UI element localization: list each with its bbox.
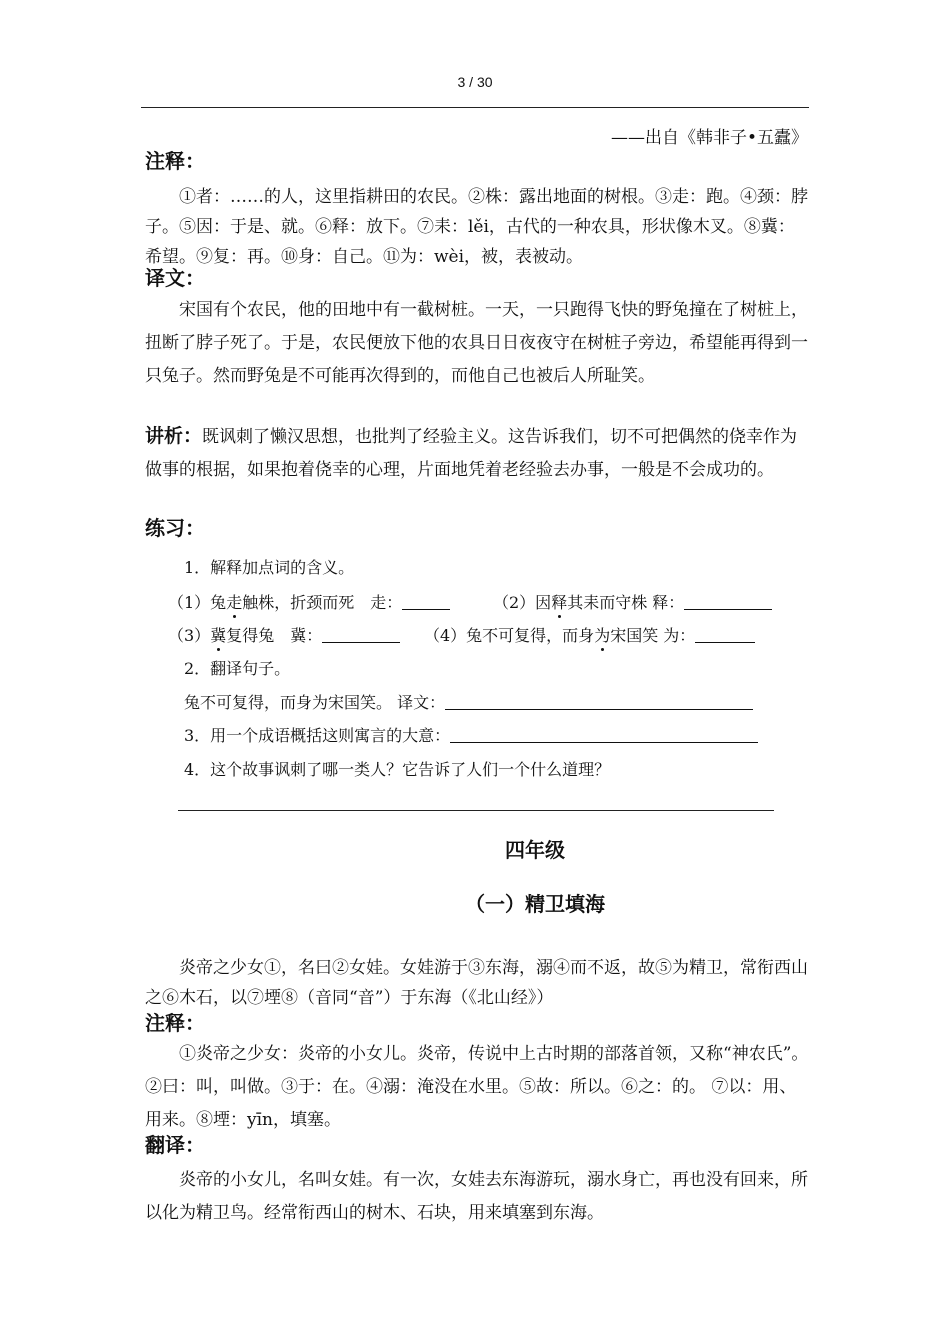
translation-text: 宋国有个农民，他的田地中有一截树桩。一天，一只跑得飞快的野兔撞在了树桩上，扭断了脖子死了。于是，农民便放下他的农具日日夜夜守在树桩子旁边，希望能再得到一只兔子。然而野兔是不可能再次得到的，而他自己也被后人所耻笑。 (145, 300, 808, 386)
question-1-2: （2）因释其耒而守株 释： (493, 590, 772, 613)
story-title: （一）精卫填海 (465, 892, 605, 916)
story2-notes-heading: 注释： (145, 1011, 205, 1035)
question-4: 4．这个故事讽刺了哪一类人？它告诉了人们一个什么道理？ (184, 760, 611, 779)
story2-notes-text: ①炎帝之少女：炎帝的小女儿。炎帝，传说中上古时期的部落首领，又称“神农氏”。②曰：叫，叫做。③于：在。④溺：淹没在水里。⑤故：所以。⑥之：的。 ⑦以：用、用来。⑧堙：yīn，填塞。 (145, 1044, 809, 1130)
translation-heading: 译文： (145, 266, 205, 290)
question-1: 1．解释加点词的含义。 (184, 558, 355, 577)
analysis-text: 既讽刺了懒汉思想，也批判了经验主义。这告诉我们，切不可把偶然的侥幸作为做事的根据，如果抱着侥幸的心理，片面地凭着老经验去办事，一般是不会成功的。 (145, 427, 798, 480)
question-1-3: （3）冀复得兔 冀： (168, 623, 400, 646)
answer-blank-1-4[interactable] (695, 641, 755, 643)
notes-section (145, 182, 809, 272)
answer-blank-1-3[interactable] (322, 641, 400, 643)
analysis-section (145, 420, 809, 487)
dotted-word: 为 (594, 626, 611, 645)
notes-heading: 注释： (145, 149, 205, 173)
answer-line-4[interactable] (178, 810, 774, 811)
story-source: ——出自《韩非子•五蠹》 (610, 128, 808, 148)
question-3: 3．用一个成语概括这则寓言的大意： (184, 723, 758, 746)
notes-text: ①者：……的人，这里指耕田的农民。②株：露出地面的树根。③走：跑。④颈：脖子。⑤因：于是、就。⑥释：放下。⑦耒：lěi，古代的一种农具，形状像木叉。⑧冀：希望。⑨复：再。⑩身：自己。⑪为：wèi，被，表被动。 (145, 187, 808, 267)
dotted-word: 释 (551, 593, 568, 612)
answer-blank-1-1[interactable] (402, 608, 450, 610)
analysis-heading: 讲析： (145, 425, 203, 447)
question-1-1: （1）兔走触株，折颈而死 走： (168, 590, 450, 613)
story2-translation-text: 炎帝的小女儿，名叫女娃。有一次，女娃去东海游玩，溺水身亡，再也没有回来，所以化为精卫鸟。经常衔西山的树木、石块，用来填塞到东海。 (145, 1170, 808, 1223)
story2-notes-section (145, 1038, 809, 1137)
question-2-sentence: 兔不可复得，而身为宋国笑。 译文： (184, 690, 753, 713)
dotted-word: 走 (226, 593, 243, 612)
question-1-4: （4）兔不可复得，而身为宋国笑 为： (424, 623, 755, 646)
classic-text: 炎帝之少女①，名曰②女娃。女娃游于③东海，溺④而不返，故⑤为精卫，常衔西山之⑥木石，以⑦堙⑧（音同“音”）于东海（《北山经》） (145, 958, 808, 1008)
translation-section (145, 294, 809, 393)
dotted-word: 冀 (210, 626, 227, 645)
answer-blank-2[interactable] (445, 708, 753, 710)
story2-translation-section (145, 1164, 809, 1230)
story2-translation-heading: 翻译： (145, 1133, 205, 1157)
answer-blank-3[interactable] (450, 741, 758, 743)
header-divider (141, 107, 809, 108)
page-number: 3 / 30 (457, 74, 493, 90)
grade-title: 四年级 (505, 838, 565, 862)
answer-blank-1-2[interactable] (684, 608, 772, 610)
exercise-heading: 练习： (145, 516, 205, 540)
question-2: 2．翻译句子。 (184, 659, 291, 678)
